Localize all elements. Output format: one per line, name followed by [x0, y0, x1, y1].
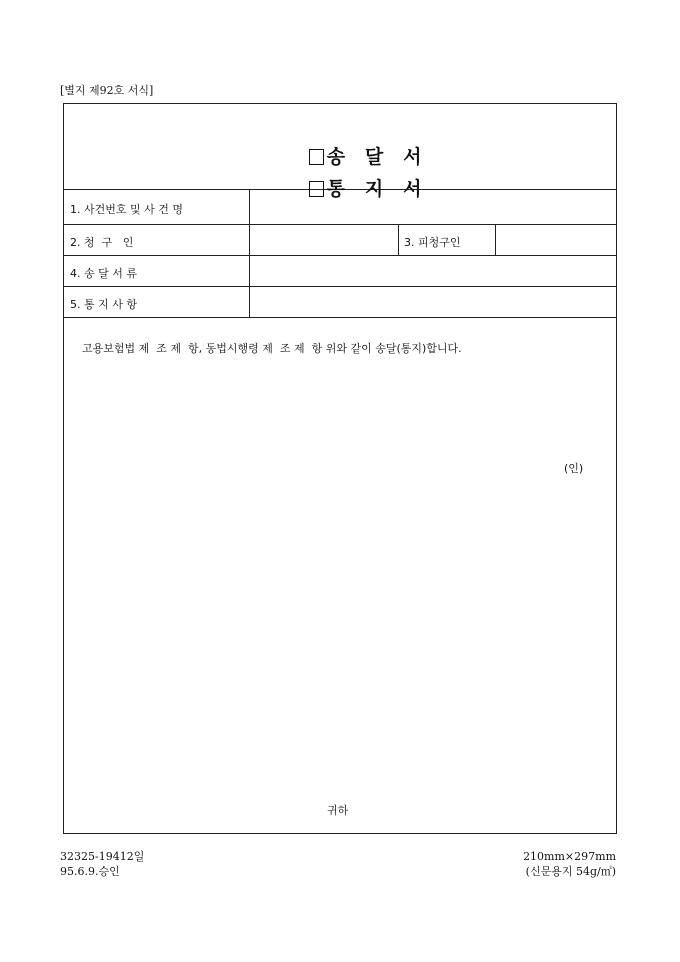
form-code: 32325-19412일 [60, 850, 145, 863]
form-number: [별지 제92호 서식] [60, 84, 154, 97]
case-field[interactable] [250, 190, 616, 224]
case-label: 1. 사건번호 및 사 건 명 [70, 203, 183, 216]
row-notice [64, 287, 616, 318]
row-documents [64, 256, 616, 287]
claimant-label: 2. 청 구 인 [70, 236, 134, 249]
divider [398, 225, 399, 255]
form-frame [63, 103, 617, 834]
addressee-text: 귀하 [327, 804, 349, 817]
row-parties [64, 225, 616, 256]
footer-left [60, 849, 144, 879]
title-block [64, 104, 616, 200]
documents-field[interactable] [250, 256, 616, 286]
title-delivery-text: 송 달 서 [326, 146, 422, 168]
statement-text: 고용보험법 제 조 제 항, 동법시행령 제 조 제 항 위와 같이 송달(통지)합니다. [82, 342, 462, 355]
paper-size: 210mm×297mm [523, 850, 616, 863]
footer-right [510, 849, 616, 879]
respondent-field[interactable] [496, 225, 616, 255]
notice-field[interactable] [250, 287, 616, 317]
row-case [64, 190, 616, 225]
approval-date: 95.6.9.승인 [60, 865, 120, 878]
respondent-label: 3. 피청구인 [404, 236, 461, 249]
title-notice-text: 통 지 서 [326, 178, 422, 200]
notice-label: 5. 통 지 사 항 [70, 298, 137, 311]
seal-mark: (인) [564, 462, 584, 475]
documents-label: 4. 송 달 서 류 [70, 267, 137, 280]
claimant-field[interactable] [250, 225, 398, 255]
paper-type: (신문용지 54g/㎡) [525, 865, 616, 878]
